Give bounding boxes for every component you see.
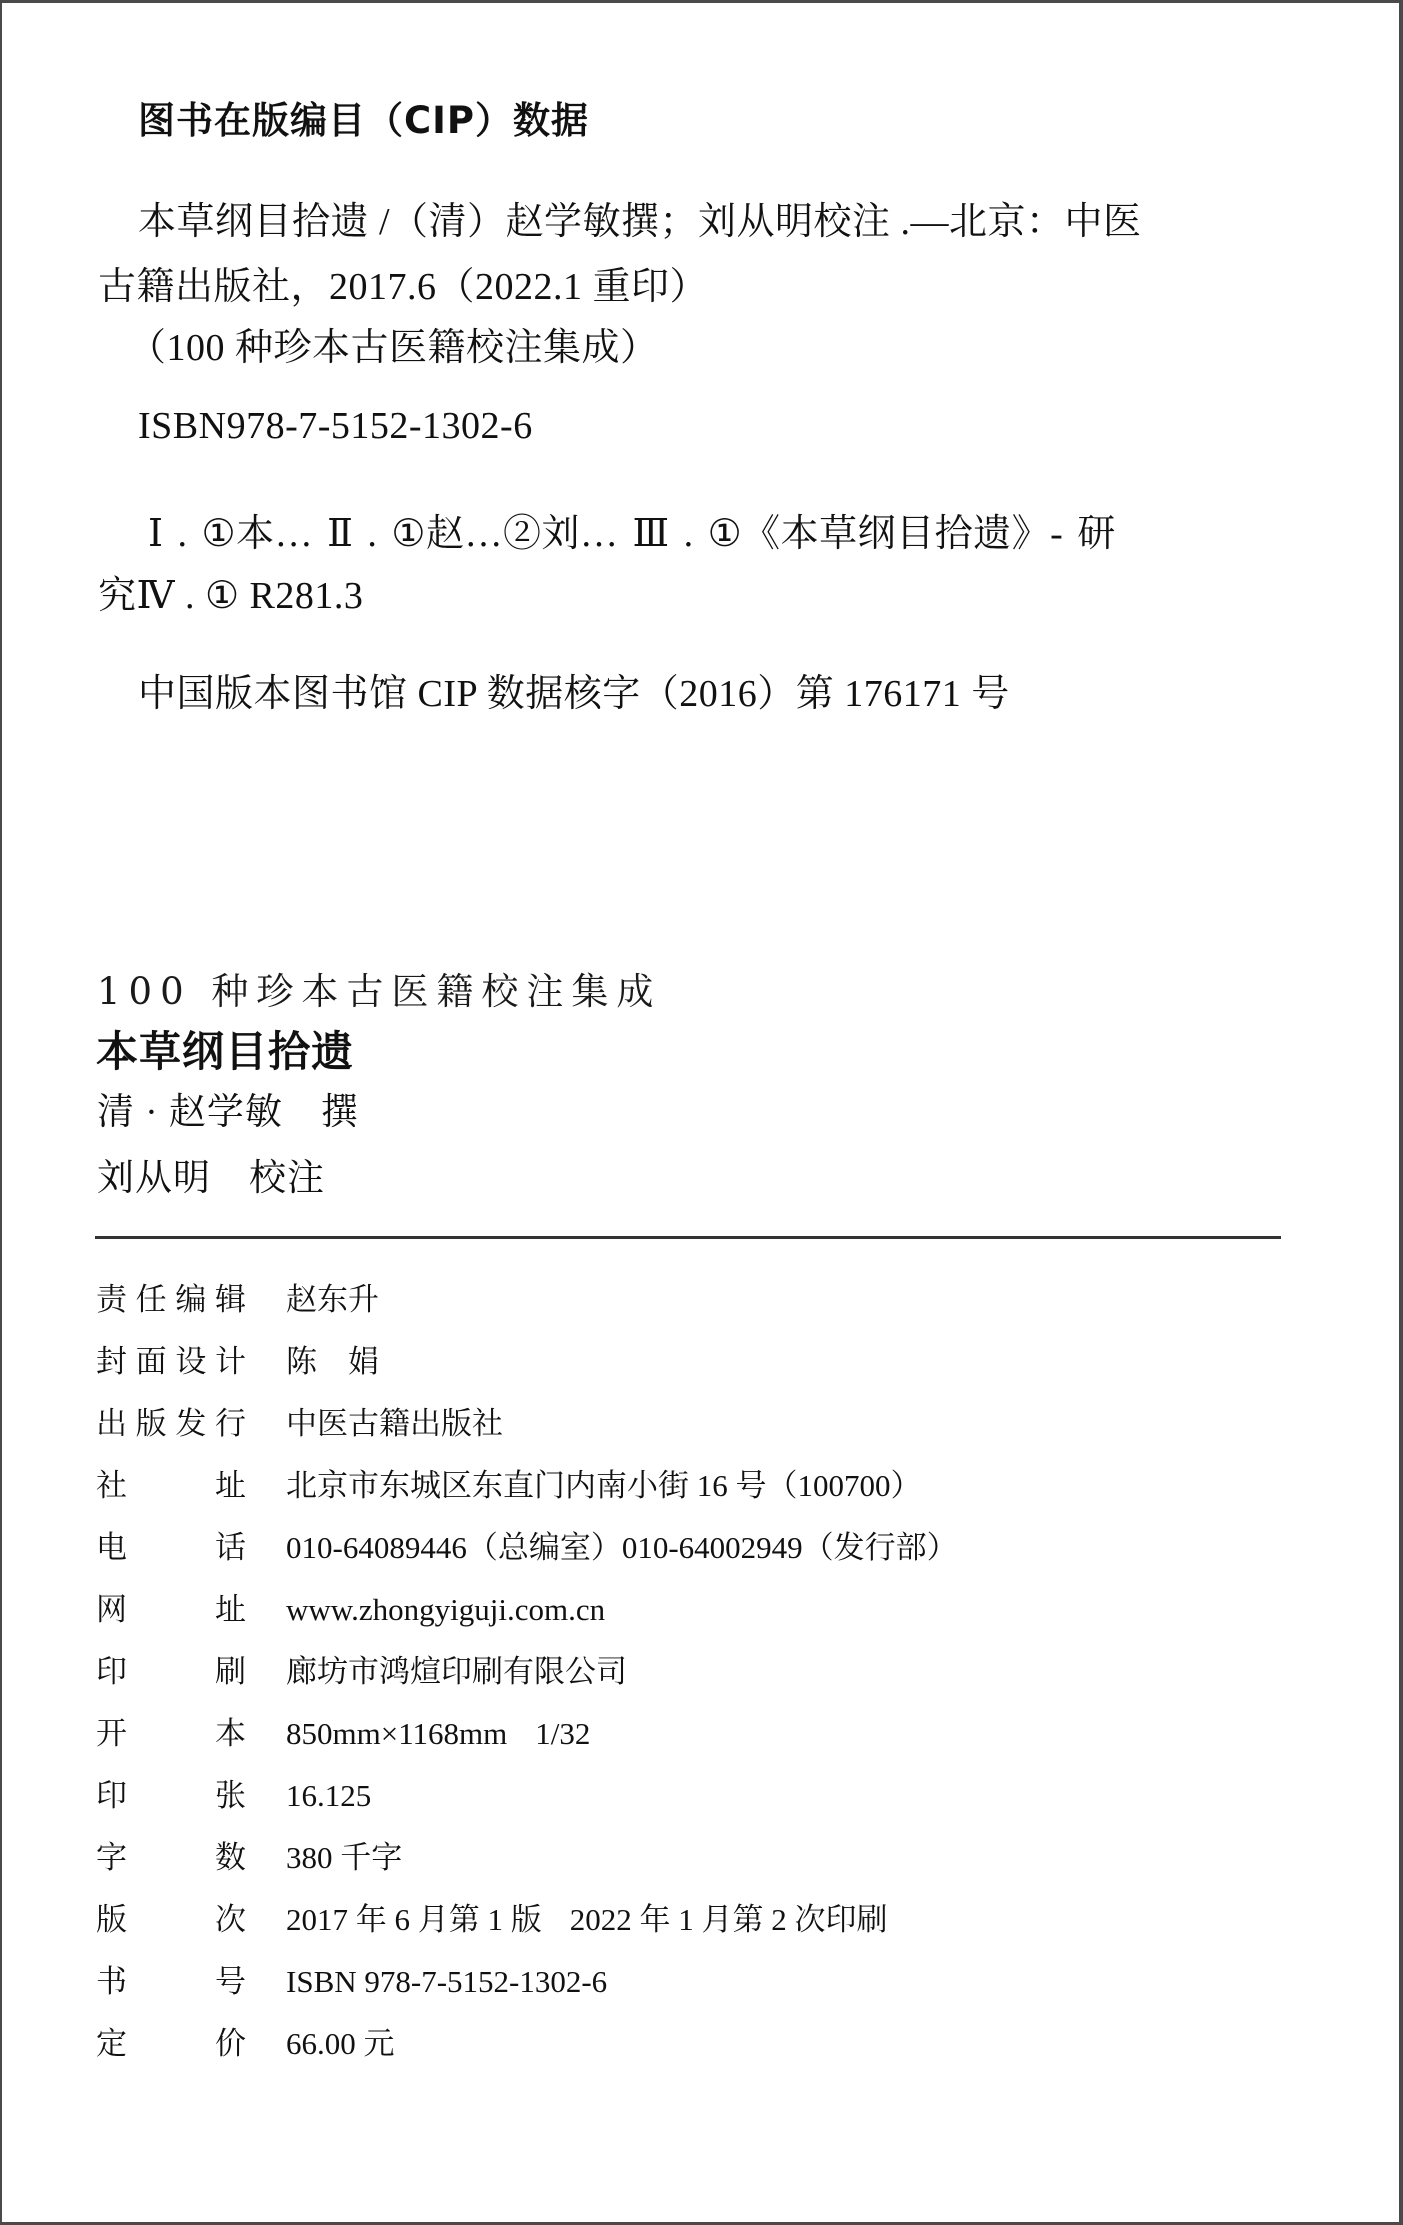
row-label: 印 张 [96,1778,246,1813]
author-line [97,1094,359,1131]
website-link: www.zhongyiguji.com.cn [286,1592,606,1627]
row-label: 社 址 [96,1468,246,1503]
row-value: 陈 娟 [286,1344,379,1379]
row-value: 中医古籍出版社 [286,1406,503,1441]
divider-rule [95,1236,1281,1239]
cip-classification-line-2: 究Ⅳ . ① R281.3 [98,575,364,617]
row-value: 廊坊市鸿煊印刷有限公司 [286,1654,627,1689]
row-label: 封 面 设 计 [96,1344,246,1379]
row-label: 开 本 [96,1716,246,1751]
cip-classification-line-1: Ⅰ . ①本… Ⅱ . ①赵…②刘… Ⅲ . ①《本草纲目拾遗》- 研 [148,513,1116,555]
cip-record-line-2: 古籍出版社，2017.6（2022.1 重印） [98,266,709,308]
row-label: 出 版 发 行 [96,1406,246,1441]
author-name: 清 · 赵学敏 [97,1092,283,1133]
row-value: 赵东升 [286,1282,379,1317]
row-value: ISBN 978-7-5152-1302-6 [286,1964,608,1999]
editor-line [97,1160,325,1197]
cip-series-line: （100 种珍本古医籍校注集成） [128,327,659,369]
row-value: 16.125 [286,1778,372,1813]
row-label: 电 话 [96,1530,246,1565]
row-value: 010-64089446（总编室）010-64002949（发行部） [286,1530,958,1565]
cip-heading: 图书在版编目（CIP）数据 [138,99,590,142]
book-title: 本草纲目拾遗 [96,1027,355,1076]
row-value: 850mm×1168mm 1/32 [286,1716,591,1751]
row-label: 书 号 [96,1964,246,1999]
cip-record-line-1: 本草纲目拾遗 /（清）赵学敏撰；刘从明校注 .—北京：中医 [138,201,1142,243]
editor-role: 校注 [249,1158,325,1199]
cip-number-line: 中国版本图书馆 CIP 数据核字（2016）第 176171 号 [138,673,1010,715]
author-role: 撰 [320,1092,359,1133]
row-label: 责 任 编 辑 [96,1282,246,1317]
row-value: 2017 年 6 月第 1 版 2022 年 1 月第 2 次印刷 [286,1902,888,1937]
editor-name: 刘从明 [97,1158,211,1199]
row-value: 380 千字 [286,1840,403,1875]
row-label: 网 址 [96,1592,246,1627]
row-label: 字 数 [96,1840,246,1875]
row-value: 北京市东城区东直门内南小街 16 号（100700） [286,1468,922,1503]
series-name: 100 种珍本古医籍校注集成 [97,970,662,1013]
row-label: 版 次 [96,1902,246,1937]
row-value: 66.00 元 [286,2026,395,2061]
row-label: 印 刷 [96,1654,246,1689]
row-label: 定 价 [96,2026,246,2061]
cip-isbn-line: ISBN978-7-5152-1302-6 [138,405,533,447]
